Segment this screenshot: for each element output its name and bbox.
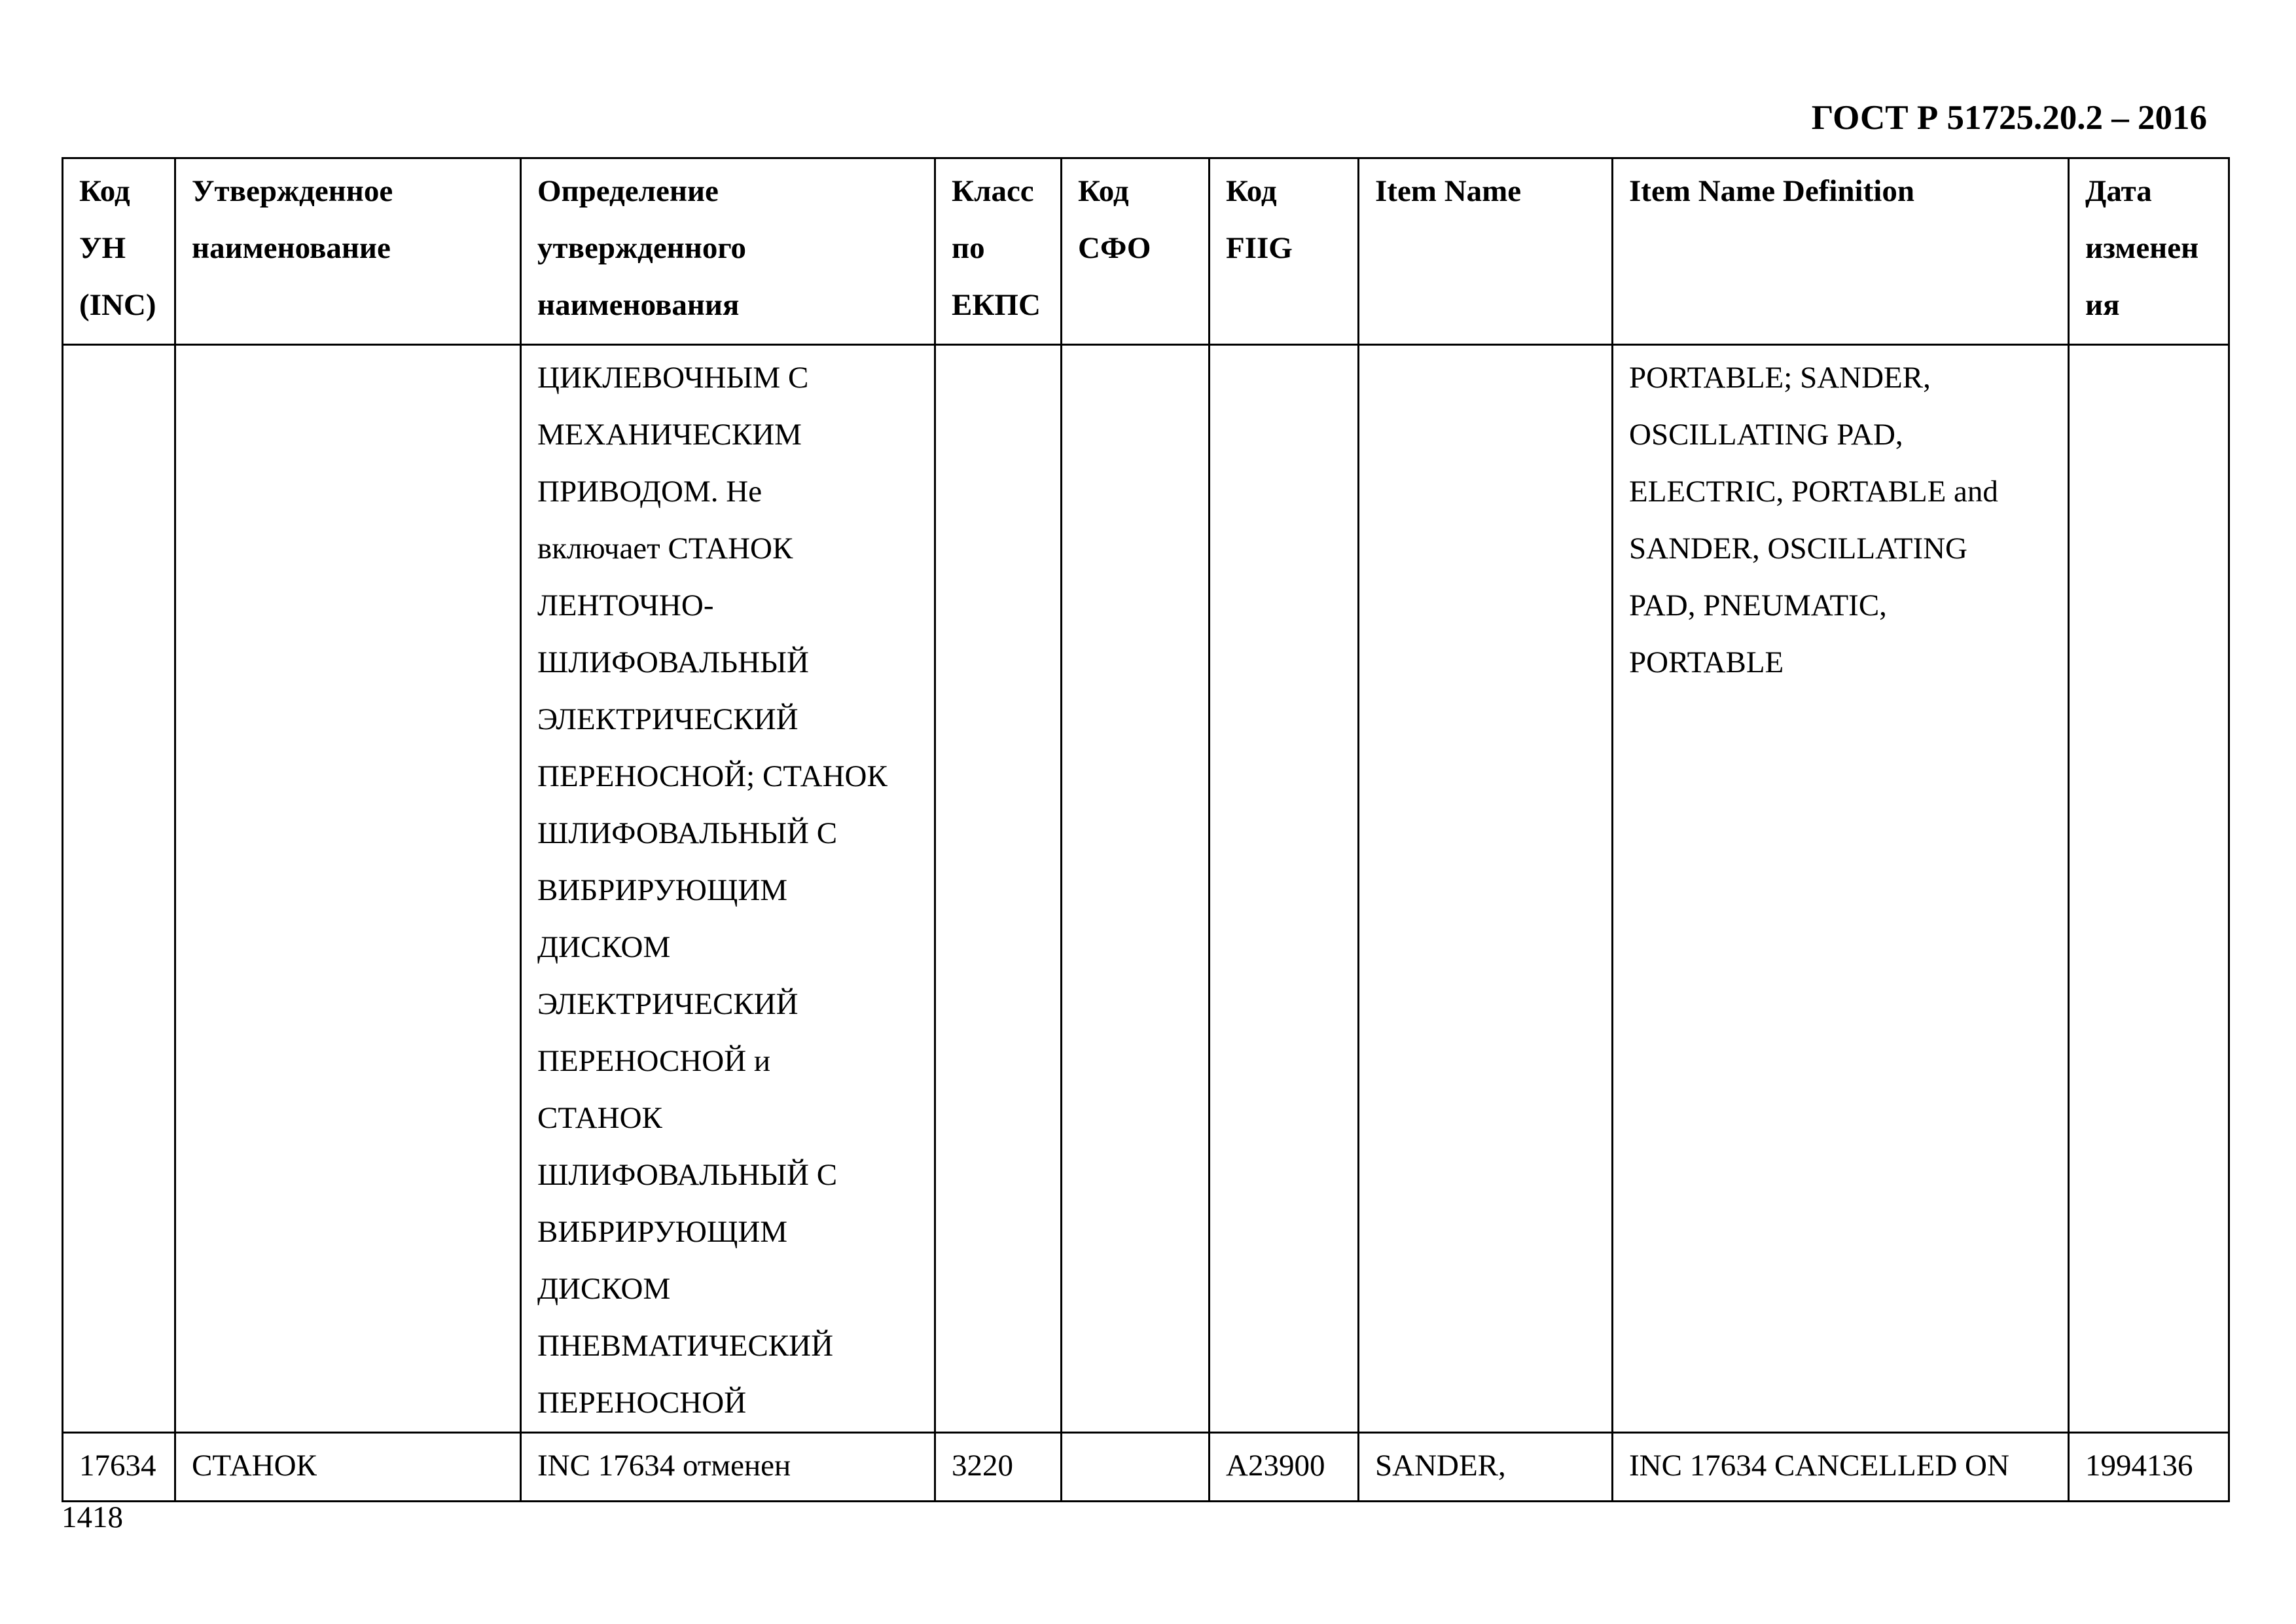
- cell-fiig-code: [1210, 345, 1359, 1433]
- definition-line: ДИСКОМ: [537, 930, 671, 964]
- item-definition-line: SANDER, OSCILLATING: [1629, 532, 1967, 566]
- header-fsc-class: [935, 158, 1062, 345]
- cell-inc: [63, 1433, 175, 1502]
- cell-fsc-class: [935, 1433, 1062, 1502]
- definition-line: МЕХАНИЧЕСКИМ: [537, 418, 802, 452]
- header-inc: [63, 158, 175, 345]
- item-definition-line: PAD, PNEUMATIC,: [1629, 588, 1887, 623]
- header-line: Дата: [2085, 174, 2152, 208]
- item-name-value: SANDER,: [1375, 1449, 1506, 1483]
- definition-line: ШЛИФОВАЛЬНЫЙ: [537, 645, 809, 679]
- cell-inc: [63, 345, 175, 1433]
- cell-sfo-code: [1062, 345, 1210, 1433]
- header-line: Item Name: [1375, 174, 1522, 208]
- header-item-name: [1359, 158, 1613, 345]
- header-line: наименование: [192, 231, 391, 265]
- header-line: наименования: [537, 288, 740, 322]
- definition-line: ПНЕВМАТИЧЕСКИЙ: [537, 1329, 834, 1363]
- definition-line: ВИБРИРУЮЩИМ: [537, 873, 788, 907]
- definition-value: INC 17634 отменен: [537, 1449, 791, 1483]
- header-line: УН: [79, 231, 126, 265]
- cell-sfo-code: [1062, 1433, 1210, 1502]
- table-header-row: [63, 158, 2229, 345]
- header-line: Утвержденное: [192, 174, 393, 208]
- definition-line: СТАНОК: [537, 1101, 662, 1135]
- document-code: ГОСТ Р 51725.20.2 – 2016: [1811, 99, 2207, 137]
- cell-item-name-definition: [1613, 345, 2069, 1433]
- header-line: (INC): [79, 288, 156, 322]
- header-line: Код: [79, 174, 130, 208]
- inc-table: [62, 157, 2230, 1502]
- inc-value: 17634: [79, 1449, 156, 1483]
- header-line: ия: [2085, 288, 2120, 322]
- definition-line: ШЛИФОВАЛЬНЫЙ С: [537, 1158, 838, 1192]
- cell-fiig-code: [1210, 1433, 1359, 1502]
- definition-line: ЦИКЛЕВОЧНЫМ С: [537, 361, 809, 395]
- cell-item-name: [1359, 345, 1613, 1433]
- definition-line: ШЛИФОВАЛЬНЫЙ С: [537, 816, 838, 850]
- header-item-name-definition: [1613, 158, 2069, 345]
- table-row: [63, 1433, 2229, 1502]
- header-line: FIIG: [1226, 231, 1293, 265]
- item-definition-line: PORTABLE; SANDER,: [1629, 361, 1931, 395]
- cell-change-date: [2069, 345, 2229, 1433]
- cell-approved-name: [175, 345, 521, 1433]
- header-line: Код: [1226, 174, 1277, 208]
- definition-line: ПЕРЕНОСНОЙ; СТАНОК: [537, 759, 888, 793]
- cell-change-date: [2069, 1433, 2229, 1502]
- item-definition-line: PORTABLE: [1629, 645, 1784, 679]
- cell-approved-name: [175, 1433, 521, 1502]
- item-definition-line: OSCILLATING PAD,: [1629, 418, 1903, 452]
- header-line: по: [952, 231, 985, 265]
- header-definition: [521, 158, 935, 345]
- table-row: [63, 345, 2229, 1433]
- definition-line: ЛЕНТОЧНО-: [537, 588, 714, 623]
- definition-line: ВИБРИРУЮЩИМ: [537, 1215, 788, 1249]
- definition-line: ДИСКОМ: [537, 1272, 671, 1306]
- fiig-code-value: A23900: [1226, 1449, 1325, 1483]
- header-approved-name: [175, 158, 521, 345]
- header-line: утвержденного: [537, 231, 747, 265]
- item-name-definition-value: INC 17634 CANCELLED ON: [1629, 1449, 2009, 1483]
- header-sfo-code: [1062, 158, 1210, 345]
- fsc-class-value: 3220: [952, 1449, 1013, 1483]
- header-line: Item Name Definition: [1629, 174, 1914, 208]
- change-date-value: 1994136: [2085, 1449, 2193, 1483]
- definition-line: ЭЛЕКТРИЧЕСКИЙ: [537, 702, 798, 736]
- header-fiig-code: [1210, 158, 1359, 345]
- definition-line: ПЕРЕНОСНОЙ и: [537, 1044, 771, 1078]
- header-change-date: [2069, 158, 2229, 345]
- definition-line: ПРИВОДОМ. Не: [537, 475, 762, 509]
- cell-item-name: [1359, 1433, 1613, 1502]
- cell-item-name-definition: [1613, 1433, 2069, 1502]
- definition-line: ЭЛЕКТРИЧЕСКИЙ: [537, 987, 798, 1021]
- cell-definition: [521, 1433, 935, 1502]
- page-number: 1418: [62, 1500, 123, 1534]
- header-line: Код: [1078, 174, 1129, 208]
- item-definition-line: ELECTRIC, PORTABLE and: [1629, 475, 1998, 509]
- header-line: ЕКПС: [952, 288, 1041, 322]
- cell-definition: [521, 345, 935, 1433]
- approved-name-value: СТАНОК: [192, 1449, 317, 1483]
- cell-fsc-class: [935, 345, 1062, 1433]
- header-line: Определение: [537, 174, 719, 208]
- header-line: СФО: [1078, 231, 1151, 265]
- definition-line: ПЕРЕНОСНОЙ: [537, 1386, 747, 1420]
- header-line: изменен: [2085, 231, 2199, 265]
- header-line: Класс: [952, 174, 1034, 208]
- definition-line: включает СТАНОК: [537, 532, 793, 566]
